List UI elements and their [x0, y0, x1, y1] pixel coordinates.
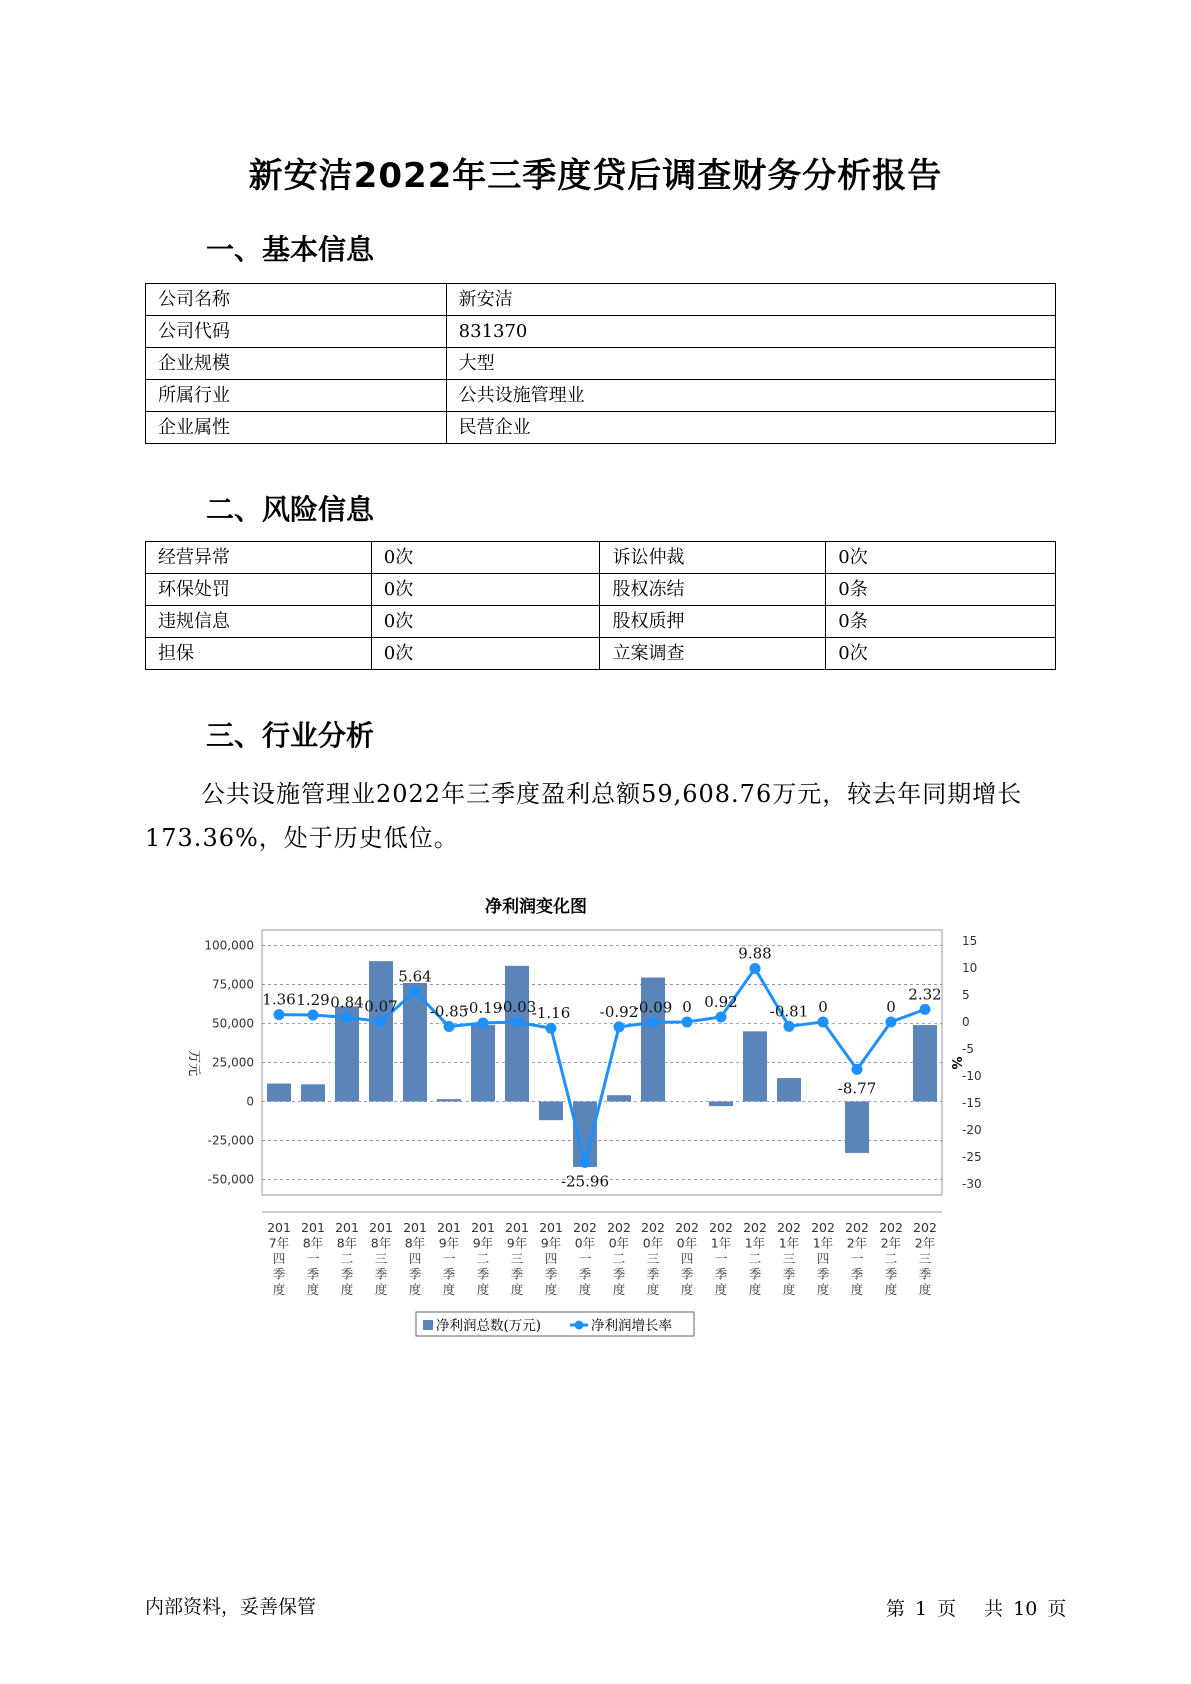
legend-label-bar: 净利润总数(万元) — [436, 1318, 542, 1334]
x-tick-label-line: 季 — [476, 1266, 490, 1282]
basic-info-table — [145, 283, 1056, 444]
x-tick-label-line: 度 — [816, 1282, 830, 1297]
growth-point — [886, 1016, 897, 1027]
x-tick-label — [845, 1220, 869, 1297]
basic-info-row — [146, 412, 1056, 444]
bar — [845, 1101, 869, 1152]
growth-data-label: 5.64 — [398, 967, 432, 986]
legend-label-line: 净利润增长率 — [591, 1318, 672, 1334]
growth-point — [716, 1011, 727, 1022]
y2-tick-label: 15 — [962, 933, 978, 948]
x-tick-label-line: 201 — [437, 1220, 461, 1235]
bar — [709, 1101, 733, 1106]
x-tick-label-line: 季 — [408, 1266, 422, 1282]
bar — [641, 978, 665, 1102]
bar — [505, 966, 529, 1102]
x-tick-label-line: 202 — [777, 1220, 801, 1235]
basic-info-label: 公司代码 — [146, 316, 447, 348]
risk-value: 0条 — [826, 574, 1056, 606]
risk-value: 0次 — [371, 606, 600, 638]
x-tick-label-line: 9年 — [438, 1235, 460, 1251]
growth-point — [410, 986, 421, 997]
growth-point — [546, 1023, 557, 1034]
chart-title: 净利润变化图 — [485, 897, 587, 917]
industry-analysis-paragraph: 公共设施管理业2022年三季度盈利总额59,608.76万元，较去年同期增长173.36%，处于历史低位。 — [145, 780, 1023, 852]
legend-swatch-point — [575, 1321, 584, 1330]
basic-info-row — [146, 348, 1056, 380]
growth-point — [478, 1017, 489, 1028]
growth-data-label: 9.88 — [738, 944, 772, 963]
y2-tick-label: -15 — [962, 1096, 982, 1111]
y2-tick-label: -5 — [962, 1041, 974, 1056]
x-tick-label-line: 四 — [544, 1251, 558, 1266]
x-tick-label-line: 1年 — [778, 1235, 800, 1251]
section-heading-risk-info: 二、风险信息 — [206, 493, 375, 526]
x-tick-label-line: 度 — [510, 1282, 524, 1297]
bar — [539, 1101, 563, 1120]
risk-info-table — [145, 541, 1056, 670]
growth-data-label: -8.77 — [837, 1079, 877, 1098]
x-tick-label-line: 季 — [646, 1266, 660, 1282]
growth-point — [818, 1016, 829, 1027]
growth-data-label: -0.19 — [463, 998, 503, 1017]
basic-info-row — [146, 380, 1056, 412]
growth-point — [376, 1016, 387, 1027]
x-tick-label-line: 一 — [306, 1251, 320, 1266]
x-tick-label-line: 2年 — [914, 1235, 936, 1251]
growth-data-label: -0.81 — [769, 1002, 809, 1021]
x-tick-label-line: 季 — [578, 1266, 592, 1282]
x-tick-label — [811, 1220, 835, 1297]
section-heading-basic-info: 一、基本信息 — [206, 233, 375, 266]
x-tick-label-line: 度 — [748, 1282, 762, 1297]
risk-label: 股权质押 — [600, 606, 826, 638]
y-tick-label: 50,000 — [212, 1016, 254, 1031]
x-tick-label-line: 度 — [714, 1282, 728, 1297]
x-tick-label-line: 度 — [918, 1282, 932, 1297]
x-tick-label — [403, 1220, 427, 1297]
x-tick-label-line: 二 — [476, 1251, 490, 1266]
x-tick-label-line: 度 — [646, 1282, 660, 1297]
x-tick-label — [675, 1220, 699, 1297]
risk-label: 立案调查 — [600, 638, 826, 670]
basic-info-label: 公司名称 — [146, 284, 447, 316]
risk-value: 0次 — [826, 542, 1056, 574]
x-tick-label-line: 0年 — [608, 1235, 630, 1251]
y2-tick-label: -30 — [962, 1177, 982, 1192]
x-tick-label-line: 201 — [505, 1220, 529, 1235]
growth-point — [444, 1021, 455, 1032]
x-tick-label-line: 季 — [884, 1266, 898, 1282]
x-tick-label-line: 一 — [442, 1251, 456, 1266]
growth-point — [308, 1009, 319, 1020]
basic-info-value: 大型 — [446, 348, 1055, 380]
x-tick-label-line: 2年 — [846, 1235, 868, 1251]
x-tick-label — [437, 1220, 461, 1297]
x-tick-label-line: 202 — [913, 1220, 937, 1235]
x-tick-label-line: 201 — [369, 1220, 393, 1235]
risk-value: 0条 — [826, 606, 1056, 638]
total-unit: 页 — [1047, 1598, 1067, 1620]
x-tick-label-line: 二 — [748, 1251, 762, 1266]
x-tick-label-line: 二 — [340, 1251, 354, 1266]
risk-value: 0次 — [371, 542, 600, 574]
x-tick-label-line: 201 — [267, 1220, 291, 1235]
x-tick-label-line: 8年 — [302, 1235, 324, 1251]
growth-point — [580, 1157, 591, 1168]
x-tick-label-line: 季 — [340, 1266, 354, 1282]
y2-tick-label: 0 — [962, 1014, 970, 1029]
basic-info-value: 公共设施管理业 — [446, 380, 1055, 412]
x-tick-label-line: 二 — [612, 1251, 626, 1266]
y2-tick-label: 10 — [962, 960, 978, 975]
x-tick-label-line: 202 — [845, 1220, 869, 1235]
y-tick-label: -25,000 — [207, 1133, 254, 1148]
y2-tick-label: -20 — [962, 1123, 982, 1138]
x-tick-label-line: 度 — [374, 1282, 388, 1297]
x-tick-label-line: 9年 — [472, 1235, 494, 1251]
basic-info-value: 新安洁 — [446, 284, 1055, 316]
bar — [471, 1025, 495, 1101]
x-tick-label-line: 三 — [918, 1251, 932, 1266]
x-tick-label-line: 1年 — [812, 1235, 834, 1251]
x-tick-label — [743, 1220, 767, 1297]
x-tick-label-line: 一 — [714, 1251, 728, 1266]
x-tick-label-line: 三 — [374, 1251, 388, 1266]
bar — [913, 1025, 937, 1101]
x-tick-label-line: 度 — [612, 1282, 626, 1297]
total-prefix: 共 — [984, 1598, 1004, 1620]
footer-page-number — [886, 1594, 1076, 1621]
x-tick-label — [573, 1220, 597, 1297]
growth-data-label: 0 — [682, 997, 692, 1016]
y-axis-label: 万元 — [186, 1049, 201, 1077]
growth-point — [682, 1016, 693, 1027]
x-tick-label-line: 季 — [306, 1266, 320, 1282]
x-tick-label-line: 度 — [850, 1282, 864, 1297]
x-tick-label — [369, 1220, 393, 1297]
risk-info-row — [146, 542, 1056, 574]
x-tick-label-line: 度 — [544, 1282, 558, 1297]
x-tick-label-line: 四 — [272, 1251, 286, 1266]
x-tick-label — [471, 1220, 495, 1297]
x-tick-label-line: 0年 — [642, 1235, 664, 1251]
growth-data-label: -25.96 — [560, 1172, 610, 1191]
basic-info-row — [146, 316, 1056, 348]
risk-info-row — [146, 606, 1056, 638]
x-tick-label-line: 四 — [408, 1251, 422, 1266]
x-tick-label-line: 0年 — [676, 1235, 698, 1251]
risk-info-row — [146, 574, 1056, 606]
x-tick-label-line: 四 — [680, 1251, 694, 1266]
x-tick-label — [301, 1220, 325, 1297]
x-tick-label-line: 度 — [884, 1282, 898, 1297]
x-tick-label-line: 201 — [539, 1220, 563, 1235]
x-tick-label-line: 202 — [709, 1220, 733, 1235]
x-tick-label-line: 202 — [879, 1220, 903, 1235]
basic-info-label: 所属行业 — [146, 380, 447, 412]
x-tick-label-line: 202 — [675, 1220, 699, 1235]
x-tick-label-line: 三 — [646, 1251, 660, 1266]
risk-value: 0次 — [826, 638, 1056, 670]
basic-info-label: 企业规模 — [146, 348, 447, 380]
x-tick-label-line: 8年 — [370, 1235, 392, 1251]
x-tick-label — [505, 1220, 529, 1297]
risk-label: 环保处罚 — [146, 574, 372, 606]
x-tick-label — [539, 1220, 563, 1297]
x-tick-label — [641, 1220, 665, 1297]
risk-label: 诉讼仲裁 — [600, 542, 826, 574]
x-tick-label-line: 202 — [811, 1220, 835, 1235]
x-tick-label-line: 季 — [782, 1266, 796, 1282]
x-tick-label-line: 一 — [578, 1251, 592, 1266]
x-tick-label-line: 201 — [335, 1220, 359, 1235]
basic-info-row — [146, 284, 1056, 316]
basic-info-label: 企业属性 — [146, 412, 447, 444]
x-tick-label-line: 度 — [680, 1282, 694, 1297]
x-tick-label-line: 202 — [573, 1220, 597, 1235]
x-tick-label-line: 三 — [510, 1251, 524, 1266]
x-tick-label-line: 一 — [850, 1251, 864, 1266]
risk-label: 担保 — [146, 638, 372, 670]
x-tick-label-line: 二 — [884, 1251, 898, 1266]
x-tick-label-line: 1年 — [710, 1235, 732, 1251]
growth-data-label: 0.92 — [704, 992, 738, 1011]
x-tick-label-line: 三 — [782, 1251, 796, 1266]
x-tick-label-line: 四 — [816, 1251, 830, 1266]
growth-point — [648, 1017, 659, 1028]
x-tick-label-line: 季 — [748, 1266, 762, 1282]
y-tick-label: 0 — [246, 1094, 254, 1109]
y2-tick-label: 5 — [962, 987, 970, 1002]
x-tick-label-line: 度 — [782, 1282, 796, 1297]
growth-point — [342, 1012, 353, 1023]
growth-data-label: -1.16 — [531, 1004, 571, 1023]
x-tick-label-line: 202 — [743, 1220, 767, 1235]
x-tick-label-line: 度 — [442, 1282, 456, 1297]
x-tick-label-line: 季 — [850, 1266, 864, 1282]
y-tick-label: 75,000 — [212, 977, 254, 992]
risk-value: 0次 — [371, 574, 600, 606]
growth-data-label: 0 — [886, 997, 896, 1016]
y-tick-label: 100,000 — [204, 938, 254, 953]
x-tick-label-line: 201 — [471, 1220, 495, 1235]
section-heading-industry-analysis: 三、行业分析 — [206, 719, 375, 752]
growth-point — [750, 963, 761, 974]
y2-axis-label: % — [948, 1056, 963, 1070]
growth-data-label: 0.07 — [364, 997, 398, 1016]
x-tick-label-line: 度 — [578, 1282, 592, 1297]
x-tick-label — [777, 1220, 801, 1297]
x-tick-label-line: 度 — [476, 1282, 490, 1297]
risk-label: 经营异常 — [146, 542, 372, 574]
risk-info-row — [146, 638, 1056, 670]
basic-info-value: 民营企业 — [446, 412, 1055, 444]
growth-data-label: 1.29 — [296, 990, 330, 1009]
x-tick-label-line: 202 — [607, 1220, 631, 1235]
x-tick-label-line: 度 — [340, 1282, 354, 1297]
growth-point — [274, 1009, 285, 1020]
growth-point — [512, 1017, 523, 1028]
growth-data-label: 0.84 — [330, 993, 364, 1012]
basic-info-value: 831370 — [446, 316, 1055, 348]
growth-data-label: 0 — [818, 997, 828, 1016]
x-tick-label — [267, 1220, 291, 1297]
bar — [267, 1084, 291, 1102]
x-tick-label-line: 度 — [272, 1282, 286, 1297]
y-tick-label: -50,000 — [207, 1172, 254, 1187]
growth-point — [920, 1004, 931, 1015]
x-tick-label-line: 202 — [641, 1220, 665, 1235]
footer-confidential-note: 内部资料，妥善保管 — [145, 1596, 317, 1618]
x-tick-label-line: 7年 — [268, 1235, 290, 1251]
x-tick-label — [913, 1220, 937, 1297]
x-tick-label-line: 季 — [816, 1266, 830, 1282]
x-tick-label-line: 度 — [306, 1282, 320, 1297]
x-tick-label-line: 季 — [714, 1266, 728, 1282]
x-tick-label — [709, 1220, 733, 1297]
risk-value: 0次 — [371, 638, 600, 670]
x-tick-label-line: 2年 — [880, 1235, 902, 1251]
x-tick-label-line: 度 — [408, 1282, 422, 1297]
x-tick-label-line: 1年 — [744, 1235, 766, 1251]
y2-tick-label: -10 — [962, 1069, 982, 1084]
x-tick-label-line: 季 — [680, 1266, 694, 1282]
page-prefix: 第 — [886, 1598, 906, 1620]
risk-label: 股权冻结 — [600, 574, 826, 606]
x-tick-label-line: 9年 — [506, 1235, 528, 1251]
report-title: 新安洁2022年三季度贷后调查财务分析报告 — [248, 156, 943, 196]
x-tick-label-line: 201 — [403, 1220, 427, 1235]
y-tick-label: 25,000 — [212, 1055, 254, 1070]
bar — [607, 1095, 631, 1101]
growth-data-label: 1.36 — [262, 990, 296, 1009]
growth-data-label: 2.32 — [908, 985, 942, 1004]
growth-point — [614, 1021, 625, 1032]
x-tick-label-line: 季 — [442, 1266, 456, 1282]
bar — [369, 961, 393, 1101]
risk-label: 违规信息 — [146, 606, 372, 638]
growth-data-label: -0.09 — [633, 998, 673, 1017]
x-tick-label-line: 季 — [612, 1266, 626, 1282]
growth-data-label: -0.92 — [599, 1002, 639, 1021]
x-tick-label-line: 季 — [544, 1266, 558, 1282]
x-tick-label-line: 季 — [374, 1266, 388, 1282]
x-tick-label-line: 9年 — [540, 1235, 562, 1251]
x-tick-label-line: 季 — [510, 1266, 524, 1282]
page-num: 1 — [915, 1598, 928, 1620]
x-tick-label — [879, 1220, 903, 1297]
x-tick-label-line: 季 — [272, 1266, 286, 1282]
growth-data-label: -0.03 — [497, 998, 537, 1017]
growth-point — [852, 1064, 863, 1075]
net-profit-chart — [180, 890, 982, 1350]
y2-tick-label: -25 — [962, 1150, 982, 1165]
x-tick-label — [335, 1220, 359, 1297]
growth-point — [784, 1021, 795, 1032]
x-tick-label-line: 8年 — [404, 1235, 426, 1251]
total-num: 10 — [1013, 1598, 1038, 1620]
bar — [301, 1084, 325, 1101]
legend-swatch-bar — [423, 1320, 433, 1330]
x-tick-label-line: 8年 — [336, 1235, 358, 1251]
bar — [777, 1078, 801, 1101]
x-tick-label — [607, 1220, 631, 1297]
bar — [743, 1031, 767, 1101]
x-tick-label-line: 201 — [301, 1220, 325, 1235]
growth-data-label: -0.85 — [429, 1002, 469, 1021]
x-tick-label-line: 季 — [918, 1266, 932, 1282]
x-tick-label-line: 0年 — [574, 1235, 596, 1251]
page-unit: 页 — [937, 1598, 957, 1620]
bar — [437, 1099, 461, 1101]
